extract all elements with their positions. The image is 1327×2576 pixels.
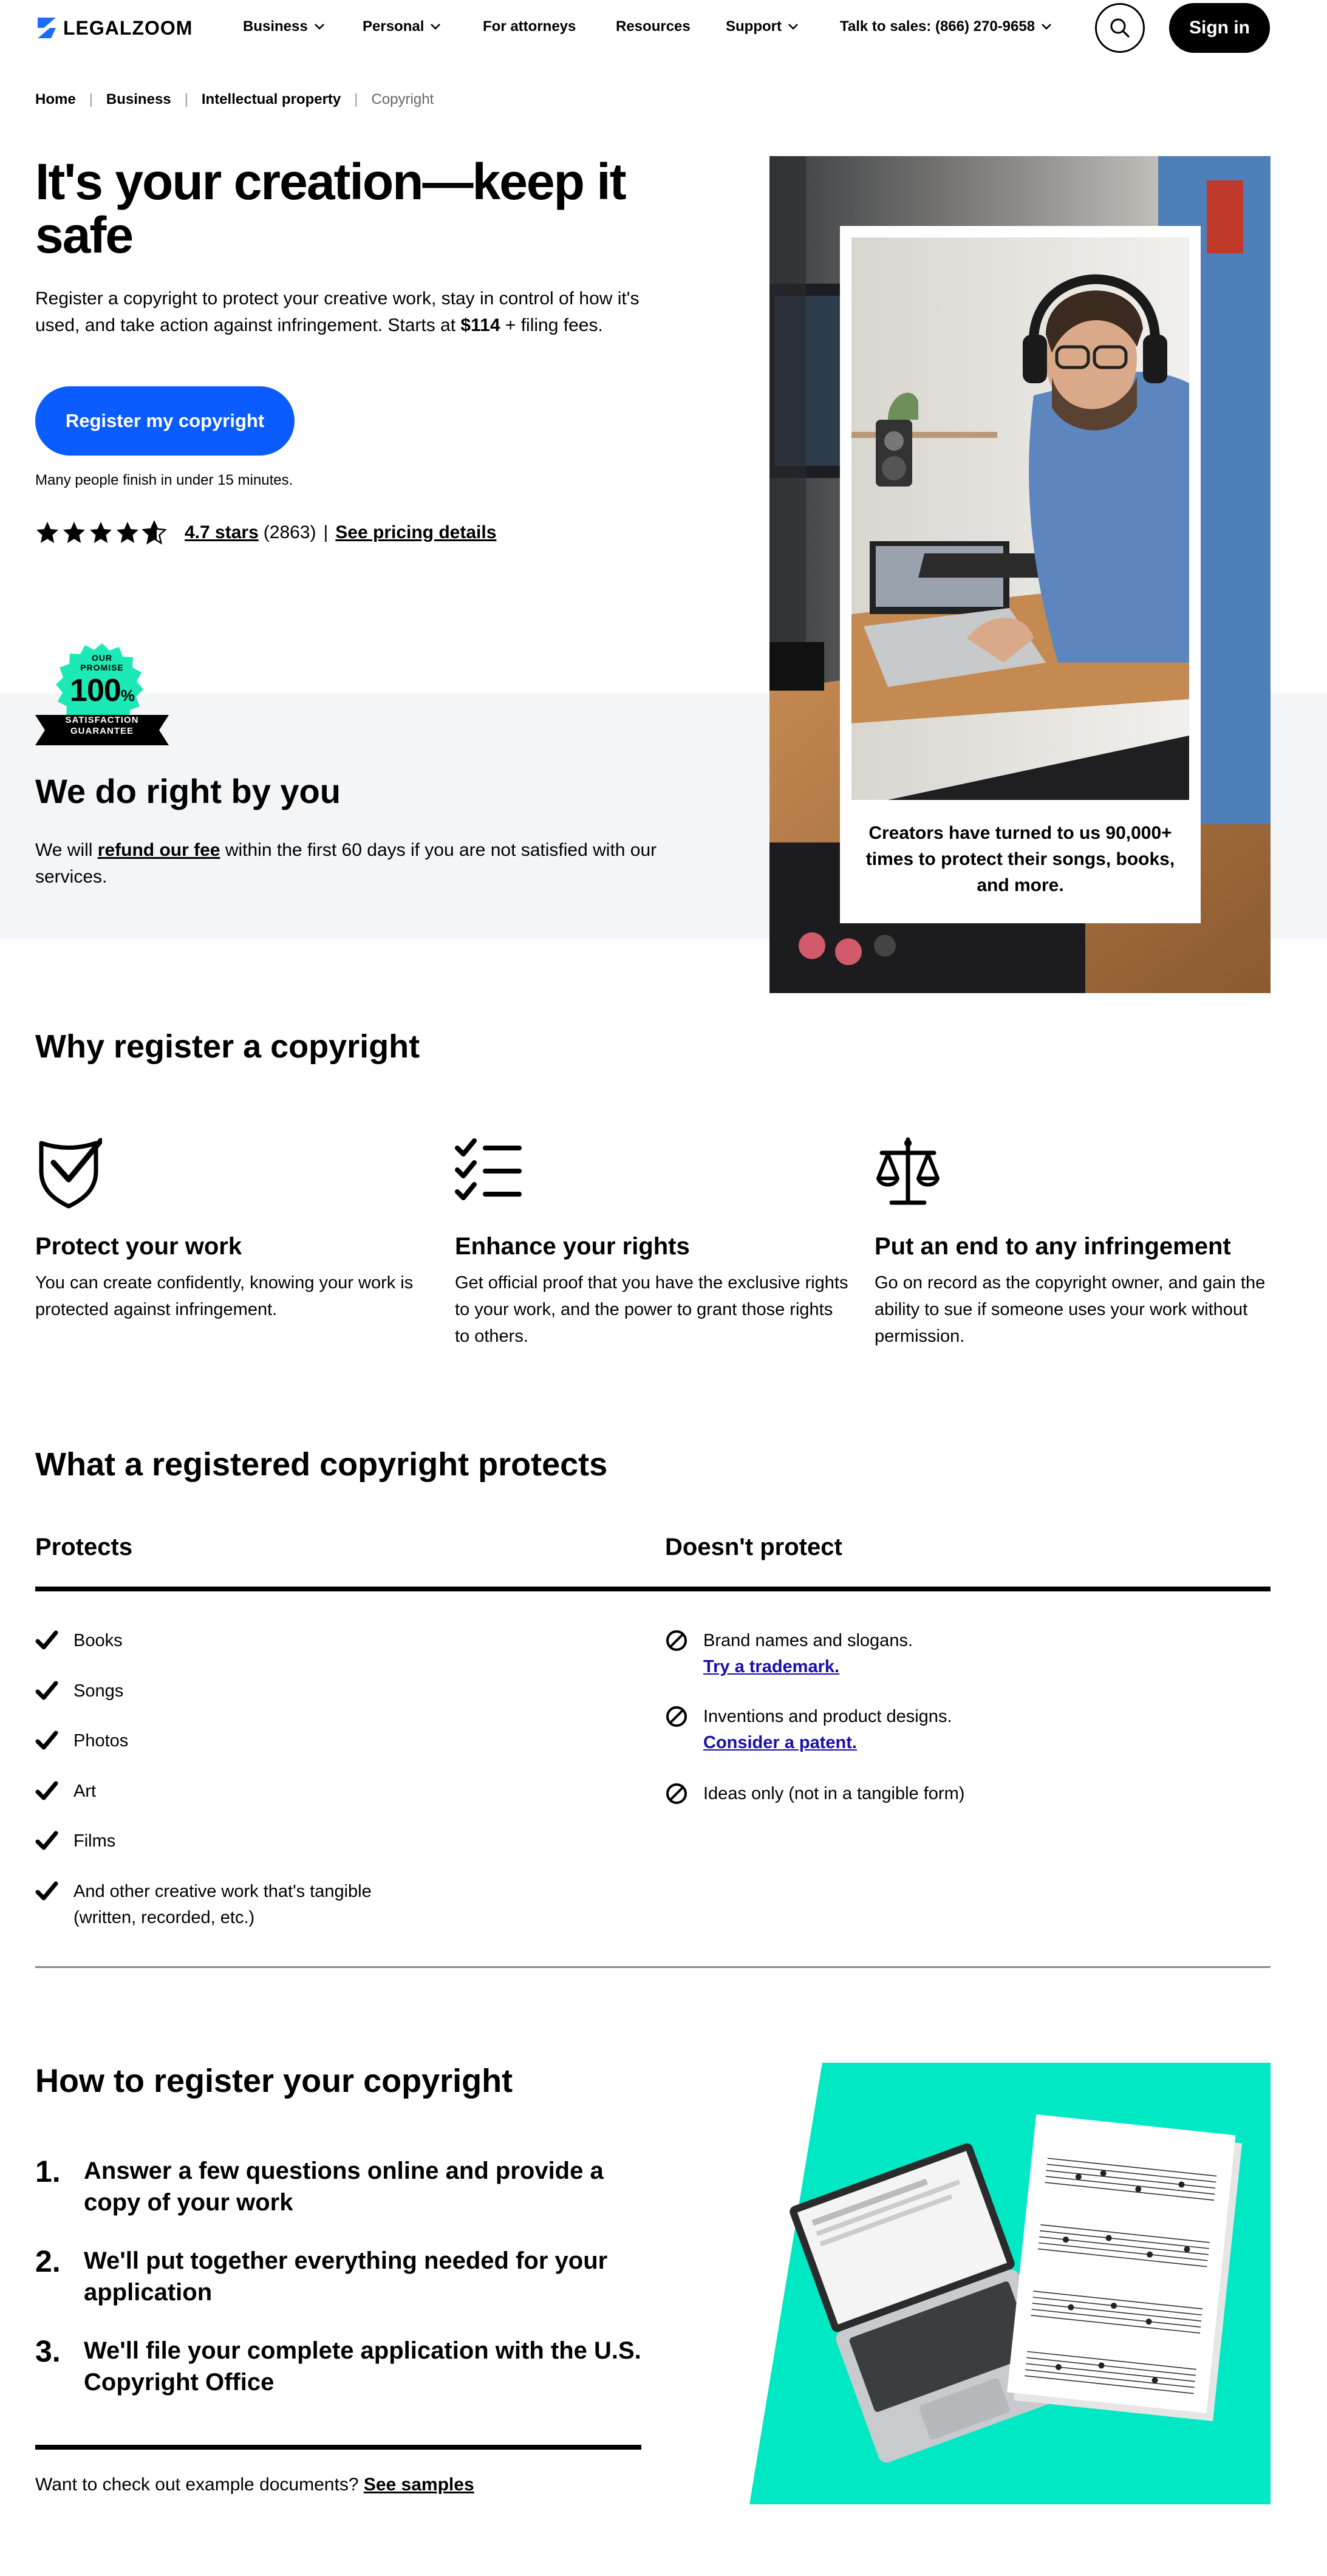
list-item-text: Photos [73,1731,129,1751]
breadcrumb-separator: | [89,91,93,108]
why-register-title: Why register a copyright [35,1028,420,1065]
laptop-sheet-music-image [749,2063,1271,2504]
prohibited-icon [665,1629,688,1652]
checklist-icon [455,1136,522,1209]
list-item [35,1879,412,1931]
nav-talk-to-sales-label: Talk to sales: (866) 270-9658 [840,18,1035,35]
list-item [35,1778,582,1805]
sign-in-button[interactable]: Sign in [1169,3,1270,53]
search-icon [1108,16,1132,40]
nav-support[interactable] [726,18,800,35]
scales-icon [875,1136,941,1209]
badge-value-number: 100 [70,673,121,708]
list-item [665,1628,1212,1680]
breadcrumb-home[interactable]: Home [35,91,76,108]
hero-desc-suffix: + filing fees. [500,315,603,335]
list-item-text: Songs [73,1681,124,1701]
step-number: 3. [35,2334,61,2368]
list-item-text: Ideas only (not in a tangible form) [703,1784,965,1803]
list-item [35,1628,582,1654]
badge-ribbon-line1: SATISFACTION [65,715,139,725]
protects-divider [35,1587,1271,1591]
step-item [35,2245,643,2308]
badge-value [35,674,169,712]
feature-description: Get official proof that you have the exclusive rights to your work, and the power to grant those rights to others. [455,1273,848,1346]
star-icon [62,521,86,545]
guarantee-desc-suffix: within the first 60 days if you are not satisfied with our services. [35,840,657,887]
chevron-down-icon [429,20,442,33]
step-number: 2. [35,2244,61,2278]
half-star-icon [142,521,166,545]
samples-prefix: Want to check out example documents? [35,2475,364,2495]
register-copyright-button[interactable]: Register my copyright [35,386,295,456]
hero-price: $114 [460,315,500,335]
breadcrumb-separator: | [354,91,358,108]
nav-for-attorneys[interactable] [483,18,576,35]
list-item [35,1728,582,1754]
shield-check-icon [35,1136,102,1209]
feature-title: Put an end to any infringement [875,1233,1231,1260]
checkmark-icon [35,1679,58,1703]
step-item [35,2335,643,2398]
hero-photo [851,237,1189,800]
checkmark-icon [35,1780,58,1803]
finish-note: Many people finish in under 15 minutes. [35,472,293,488]
feature-title: Protect your work [35,1233,242,1260]
badge-ribbon-text [53,715,151,737]
feature-protect-work [35,1136,424,1319]
badge-line1: OUR [91,653,113,663]
musician-photo-illustration [851,237,1189,800]
guarantee-desc-prefix: We will [35,840,98,860]
breadcrumb-current: Copyright [371,91,434,108]
list-item-text: Inventions and product designs. [703,1707,952,1726]
badge-unit: % [120,686,134,705]
breadcrumb-intellectual-property[interactable]: Intellectual property [201,91,341,108]
try-trademark-link[interactable]: Try a trademark. [703,1657,840,1676]
list-item [665,1781,1212,1807]
protects-title: What a registered copyright protects [35,1446,608,1483]
step-text: We'll put together everything needed for your application [84,2247,608,2306]
page-title: It's your creation—keep it safe [35,153,626,264]
breadcrumb-separator: | [184,91,188,108]
feature-description: Go on record as the copyright owner, and gain the ability to sue if someone uses your work without permission. [875,1273,1266,1346]
step-number: 1. [35,2154,61,2188]
list-item-text: Films [73,1831,116,1851]
step-item [35,2155,643,2218]
prohibited-icon [665,1705,688,1728]
checkmark-icon [35,1830,58,1853]
nav-resources-label: Resources [616,18,691,35]
breadcrumb-business[interactable]: Business [106,91,171,108]
list-item [35,1678,582,1704]
list-item-content [703,1628,913,1680]
section-divider [35,1966,1271,1968]
star-icon [115,521,140,545]
chevron-down-icon [313,20,326,33]
consider-patent-link[interactable]: Consider a patent. [703,1733,857,1752]
logo[interactable] [35,16,193,40]
step-text: We'll file your complete application with the U.S. Copyright Office [84,2337,641,2396]
samples-line [35,2475,474,2495]
list-item-text: And other creative work that's tangible (written, recorded, etc.) [73,1882,372,1927]
nav-support-label: Support [726,18,782,35]
stars-link[interactable]: 4.7 stars [185,522,259,542]
list-item-text: Brand names and slogans. [703,1631,913,1650]
feature-end-infringement [875,1136,1266,1346]
see-samples-link[interactable]: See samples [363,2475,474,2495]
hero-image-caption: Creators have turned to us 90,000+ times to protect their songs, books, and more. [865,823,1175,895]
nav-for-attorneys-label: For attorneys [483,18,576,35]
list-item-text: Books [73,1631,123,1650]
feature-title: Enhance your rights [455,1233,690,1260]
checkmark-icon [35,1880,58,1903]
step-text: Answer a few questions online and provide a copy of your work [84,2157,604,2216]
chevron-down-icon [786,20,800,33]
breadcrumb [35,91,434,108]
satisfaction-guarantee-badge [35,641,169,753]
feature-description: You can create confidently, knowing your work is protected against infringement. [35,1273,414,1319]
laptop-sheet-music-illustration [749,2063,1271,2504]
list-item-text: Art [73,1782,97,1801]
star-icon [35,521,60,545]
checkmark-icon [35,1729,58,1752]
logo-mark-icon [35,16,58,40]
rating-separator: | [323,522,329,542]
nav-resources[interactable] [616,18,691,35]
how-to-title: How to register your copyright [35,2063,513,2099]
nav-personal-label: Personal [363,18,425,35]
rating-row [35,519,496,546]
list-item-content [703,1704,952,1756]
chevron-down-icon [1040,20,1053,33]
list-item [35,1828,582,1854]
review-count: (2863) [263,522,316,542]
doesnt-protect-column-header: Doesn't protect [665,1534,842,1560]
hero-desc-text: Register a copyright to protect your creative work, stay in control of how it's used, and take action against infringement. Starts at [35,289,640,335]
nav-business[interactable] [243,18,326,35]
list-item [665,1704,1212,1756]
protects-column-header: Protects [35,1534,133,1560]
logo-text: LEGALZOOM [63,16,193,39]
top-nav [0,0,1327,56]
search-button[interactable] [1095,3,1145,53]
badge-line2: PROMISE [80,663,124,672]
feature-enhance-rights [455,1136,848,1346]
checkmark-icon [35,1629,58,1652]
prohibited-icon [665,1782,688,1805]
nav-personal[interactable] [363,18,442,35]
guarantee-title: We do right by you [35,772,341,810]
refund-fee-link[interactable]: refund our fee [97,840,220,860]
star-rating [35,521,166,545]
how-to-divider [35,2445,641,2450]
badge-ribbon-line2: GUARANTEE [70,726,134,736]
guarantee-description [35,837,679,890]
hero-description [35,285,679,339]
nav-business-label: Business [243,18,308,35]
pricing-details-link[interactable]: See pricing details [335,522,497,542]
nav-talk-to-sales[interactable] [840,18,1053,35]
star-icon [89,521,113,545]
